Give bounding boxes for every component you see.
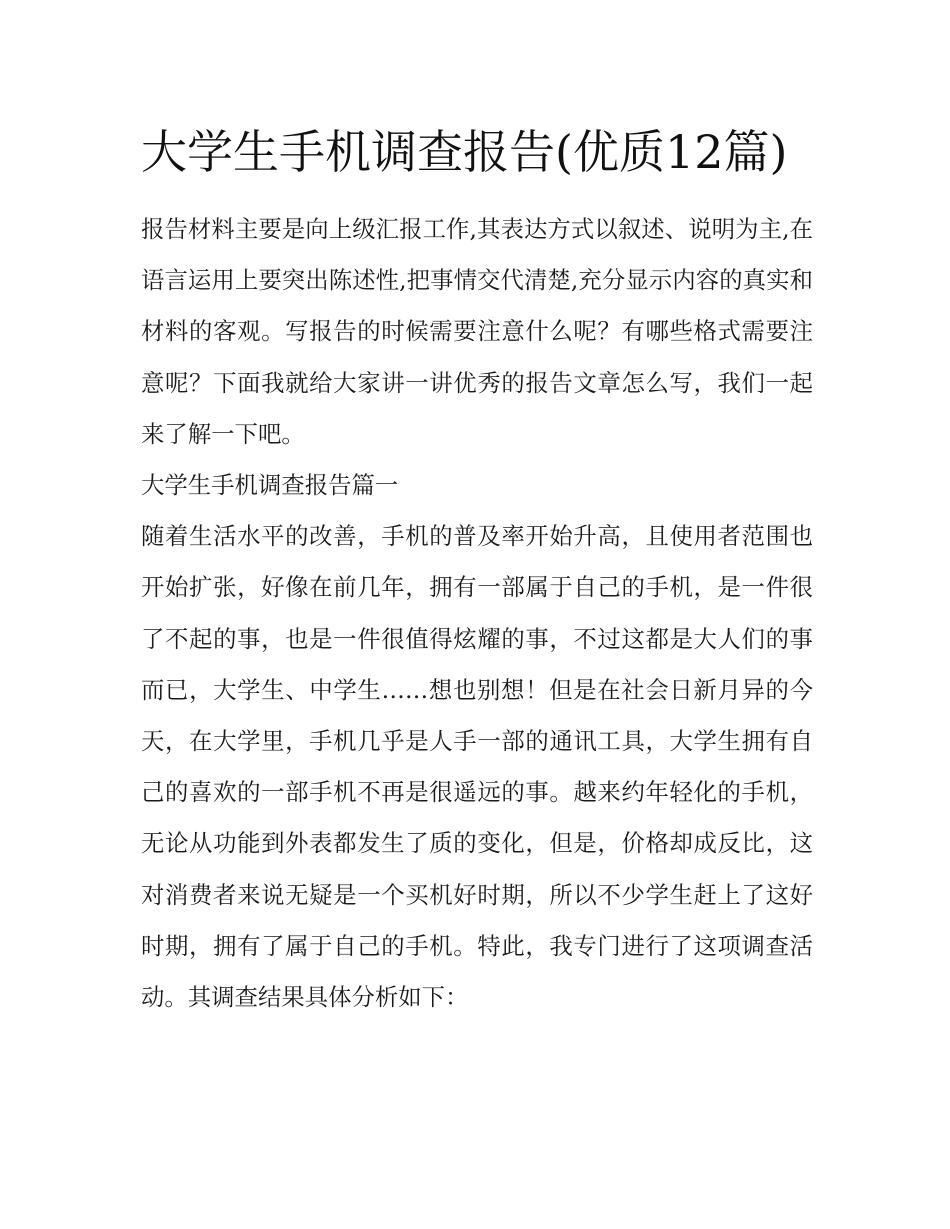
intro-paragraph: 报告材料主要是向上级汇报工作,其表达方式以叙述、说明为主,在语言运用上要突出陈述性,把事情交代清楚,充分显示内容的真实和材料的客观。写报告的时候需要注意什么呢？有哪些格式需要注意呢？下面我就给大家讲一讲优秀的报告文章怎么写，我们一起来了解一下吧。 bbox=[141, 215, 813, 448]
section-heading: 大学生手机调查报告篇一 bbox=[141, 471, 399, 500]
document-title: 大学生手机调查报告(优质12篇) bbox=[141, 125, 788, 179]
document-page bbox=[141, 112, 813, 1023]
section-body-paragraph: 随着生活水平的改善，手机的普及率开始升高，且使用者范围也开始扩张，好像在前几年，拥有一部属于自己的手机，是一件很了不起的事，也是一件很值得炫耀的事，不过这都是大人们的事而已，大学生、中学生……想也别想！但是在社会日新月异的今天，在大学里，手机几乎是人手一部的通讯工具，大学生拥有自己的喜欢的一部手机不再是很遥远的事。越来约年轻化的手机，无论从功能到外表都发生了质的变化，但是，价格却成反比，这对消费者来说无疑是一个买机好时期，所以不少学生赶上了这好时期，拥有了属于自己的手机。特此，我专门进行了这项调查活动。其调查结果具体分析如下： bbox=[141, 522, 813, 1012]
